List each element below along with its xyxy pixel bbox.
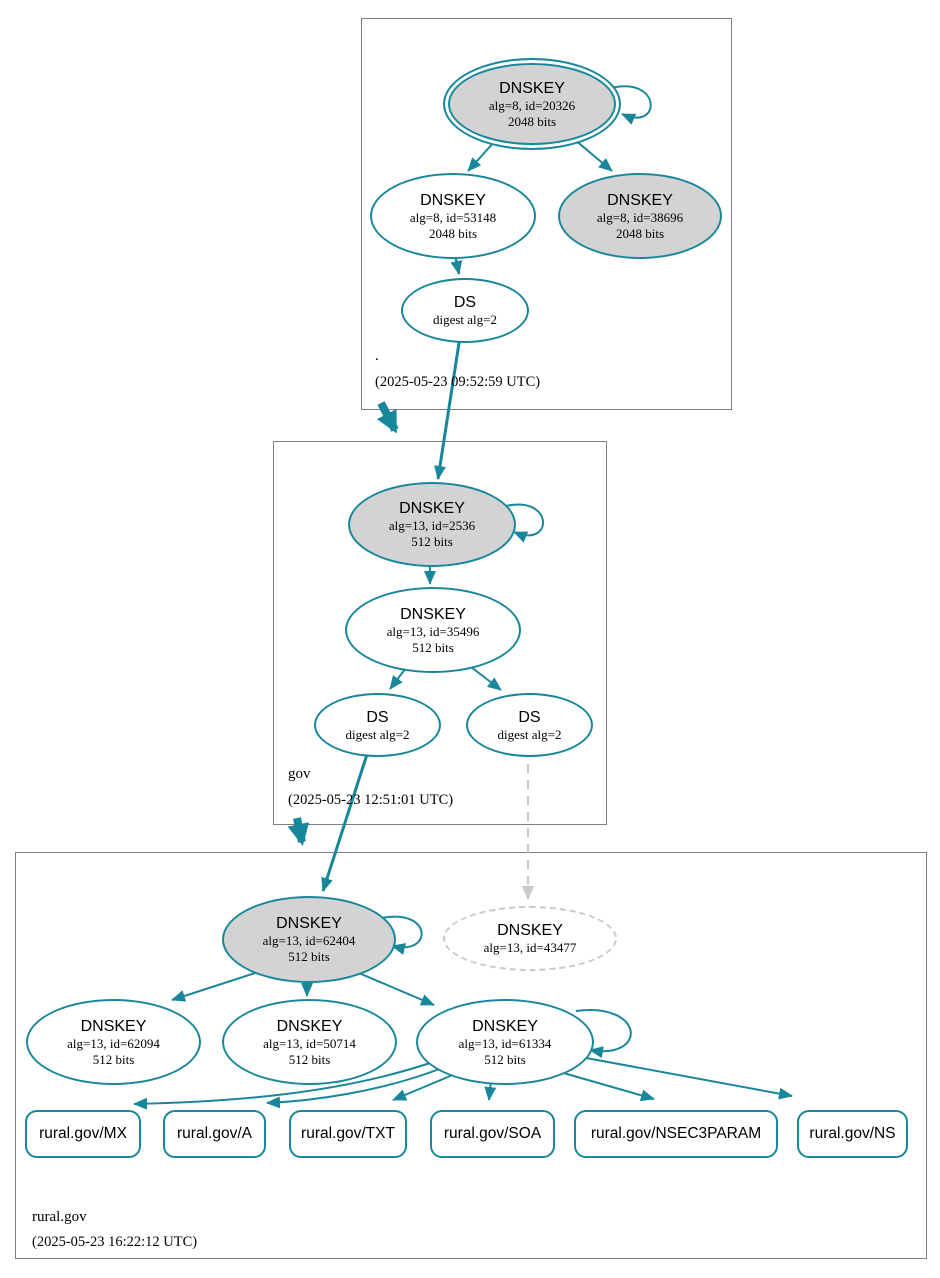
rrset-rural-gov-nsec3param[interactable] xyxy=(574,1110,778,1158)
node-title: DNSKEY xyxy=(276,1017,343,1035)
node-detail: alg=13, id=43477 xyxy=(483,940,577,955)
zone-label-rural-gov: rural.gov xyxy=(32,1209,87,1225)
dnskey-node-gov-zsk[interactable] xyxy=(345,587,521,673)
node-title: DNSKEY xyxy=(276,915,342,932)
node-title: DNSKEY xyxy=(499,79,565,97)
rrset-rural-gov-txt[interactable] xyxy=(289,1110,407,1158)
delegation-arrow-root-to-gov xyxy=(381,403,395,430)
node-detail: digest alg=2 xyxy=(345,726,410,742)
rrset-label: rural.gov/SOA xyxy=(443,1125,542,1142)
rrset-rural-gov-a[interactable] xyxy=(163,1110,266,1158)
dnskey-node-root-zsk[interactable] xyxy=(370,173,536,259)
node-detail: alg=8, id=38696 xyxy=(596,209,684,225)
zone-timestamp-root: (2025-05-23 09:52:59 UTC) xyxy=(375,374,541,390)
node-bits: 2048 bits xyxy=(615,225,665,241)
dnskey-node-rural-ksk[interactable] xyxy=(222,896,396,983)
ds-node-gov-2[interactable] xyxy=(466,693,593,757)
rrset-rural-gov-mx[interactable] xyxy=(25,1110,141,1158)
edge-key3-to-ns xyxy=(570,1055,792,1096)
rrset-label: rural.gov/A xyxy=(177,1125,252,1142)
node-bits: 512 bits xyxy=(411,534,453,549)
rrset-rural-gov-ns[interactable] xyxy=(797,1110,908,1158)
node-title: DNSKEY xyxy=(420,191,486,209)
edge-gov-ds1-to-rural-ksk xyxy=(323,745,370,891)
node-detail: digest alg=2 xyxy=(497,726,562,742)
node-detail: alg=8, id=20326 xyxy=(488,97,576,113)
node-title: DNSKEY xyxy=(497,922,563,939)
dnskey-node-gov-ksk[interactable] xyxy=(348,482,516,567)
dnskey-node-rural-key3[interactable] xyxy=(416,999,594,1085)
node-title: DNSKEY xyxy=(80,1017,147,1035)
node-title: DNSKEY xyxy=(400,605,466,623)
node-title: DNSKEY xyxy=(472,1017,538,1035)
zone-label-gov: gov xyxy=(288,766,311,782)
node-detail: alg=13, id=50714 xyxy=(263,1035,356,1051)
node-detail: alg=13, id=61334 xyxy=(458,1035,552,1051)
node-title: DNSKEY xyxy=(607,191,673,209)
node-bits: 512 bits xyxy=(412,639,454,655)
node-title: DNSKEY xyxy=(399,500,465,517)
edge-root-ds-to-gov-ksk xyxy=(438,330,461,479)
node-bits: 512 bits xyxy=(288,949,330,964)
node-detail: alg=13, id=35496 xyxy=(386,623,480,639)
rrset-label: rural.gov/NS xyxy=(809,1125,896,1142)
rrset-label: rural.gov/TXT xyxy=(301,1125,395,1142)
zone-timestamp-rural-gov: (2025-05-23 16:22:12 UTC) xyxy=(32,1234,198,1250)
rrset-label: rural.gov/NSEC3PARAM xyxy=(590,1125,762,1142)
rrset-label: rural.gov/MX xyxy=(39,1125,127,1142)
node-title: DS xyxy=(366,708,389,726)
rrset-rural-gov-soa[interactable] xyxy=(430,1110,555,1158)
zone-timestamp-gov: (2025-05-23 12:51:01 UTC) xyxy=(288,792,454,808)
node-detail: alg=8, id=53148 xyxy=(409,209,497,225)
node-detail: alg=13, id=2536 xyxy=(388,518,476,533)
node-detail: alg=13, id=62404 xyxy=(262,933,356,948)
edge-key3-to-txt xyxy=(393,1074,455,1100)
node-detail: digest alg=2 xyxy=(432,312,498,327)
delegation-arrow-gov-to-rural xyxy=(297,818,302,842)
dnskey-node-rural-missing[interactable] xyxy=(443,906,617,971)
node-title: DS xyxy=(453,294,477,311)
dnskey-node-root-ksk[interactable] xyxy=(443,58,621,150)
node-bits: 512 bits xyxy=(484,1051,526,1067)
node-detail: alg=13, id=62094 xyxy=(67,1035,160,1051)
ds-node-gov-1[interactable] xyxy=(314,693,441,757)
dnskey-node-root-standby[interactable] xyxy=(558,173,722,259)
node-bits: 512 bits xyxy=(288,1051,331,1067)
node-bits: 512 bits xyxy=(92,1051,135,1067)
dnskey-node-rural-key2[interactable] xyxy=(222,999,397,1085)
ds-node-root[interactable] xyxy=(401,278,529,343)
node-title: DS xyxy=(518,708,541,726)
dnskey-node-rural-key1[interactable] xyxy=(26,999,201,1085)
zone-label-root: . xyxy=(375,348,379,364)
node-bits: 2048 bits xyxy=(507,113,557,129)
node-bits: 2048 bits xyxy=(428,225,478,241)
